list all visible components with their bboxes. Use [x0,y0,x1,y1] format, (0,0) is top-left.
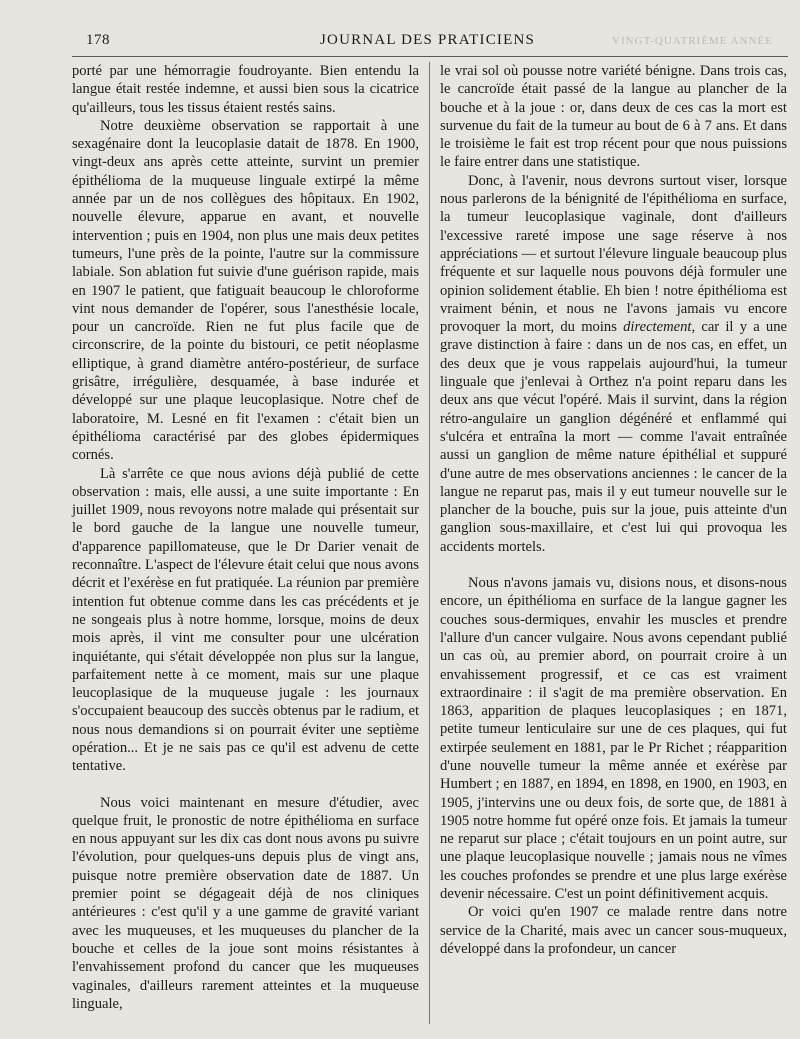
journal-title: JOURNAL DES PRATICIENS [320,32,536,48]
left-paragraph-4: Nous voici maintenant en mesure d'étudier, avec quelque fruit, le pronostic de notre épithélioma en surface en nous appuyant sur les dix cas dont nous avons pu suivre l'évolution, pour quelques-uns depuis plus de vingt ans, puisque notre première observation date de 1887. Un premier point se dégageait déjà de nos cliniques antérieures : c'est qu'il y a une gamme de gravité variant avec les muqueuses, et les muqueuses du plancher de la bouche et celles de la joue sont moins résistantes à l'envahissement profond du cancer que les muqueuses vaginales, d'ailleurs rarement atteintes et la muqueuse linguale, [72,794,419,1012]
right-column [440,62,787,958]
column-divider [429,62,430,1024]
right-paragraph-4: Or voici qu'en 1907 ce malade rentre dans notre service de la Charité, mais avec un cancer sous-muqueux, développé dans la profondeur, un cancer [440,904,787,957]
left-paragraph-3: Là s'arrête ce que nous avions déjà publié de cette observation : mais, elle aussi, a une suite importante : En juillet 1909, nous revoyons notre malade qui présentait sur le bord gauche de la langue une nouvelle tumeur, d'apparence papillomateuse, que le Dr Darier venait de reconnaître. L'aspect de l'élevure était celui que nous avons décrit et l'exérèse en fut pratiquée. La réunion par première intention fut obtenue comme dans les cas précédents et je ne songeais plus à notre homme, lorsque, moins de deux mois après, il vint me consulter pour une ulcération inquiétante, qui s'était développée non plus sur la langue, parfaitement nette à ce moment, mais sur une plaque leucoplasique de la muqueuse jugale : les journaux s'occupaient beaucoup des succès obtenus par le radium, et nous nous demandions si on pourrait éviter une septième opération... Et je ne sais pas ce qu'il est advenu de cette tentative. [72,465,419,775]
right-paragraph-3: Nous n'avons jamais vu, disions nous, et disons-nous encore, un épithélioma en surface de la langue gagner les couches sous-dermiques, envahir les muscles et prendre l'allure d'un cancer vulgaire. Nous avons cependant publié un cas où, au premier abord, on pourrait croire à un envahissement progressif, et ce cas est vraiment extraordinaire : il s'agit de ma première observation. En 1863, apparition de plaques leucoplasiques ; en 1871, petite tumeur lenticulaire sur une de ces plaques, qui fut extirpée seulement en 1881, par le Pr Richet ; réapparition d'une nouvelle tumeur la même année et exérèse par Humbert ; en 1887, en 1894, en 1898, en 1900, en 1903, en 1905, j'intervins une ou deux fois, de sorte que, de 1881 à 1905 notre homme fut opéré onze fois. Et jamais la tumeur ne reparut sur place ; c'était toujours en un point autre, sur une plaque leucoplasique nouvelle ; jamais nous ne vîmes les couches profondes se prendre et une plus large exérèse devenir nécessaire. C'est un point définitivement acquis. [440,575,787,903]
emphasis-directement: directement [623,319,692,336]
page-number: 178 [86,32,110,48]
page-header [0,30,800,52]
right-paragraph-1: le vrai sol où pousse notre variété bénigne. Dans trois cas, le cancroïde était passé de la langue au plancher de la bouche et à la joue : or, dans deux de ces cas la mort est survenue du fait de la tumeur au bout de 6 à 7 ans. Et dans le troisième le fait est trop récent pour que nous puissions le faire entrer dans une statistique. [440,63,787,171]
left-column [72,62,419,1013]
left-paragraph-1: porté par une hémorragie foudroyante. Bien entendu la langue était restée indemne, et aussi bien sous la cicatrice qu'ailleurs, tous les tissus étaient restés sains. [72,63,419,116]
left-paragraph-2: Notre deuxième observation se rapportait à une sexagénaire dont la leucoplasie datait de 1878. En 1900, vingt-deux ans après cette atteinte, survint un premier épithélioma de la muqueuse linguale extirpé la même année par un de nos collègues des hôpitaux. En 1902, nouvelle élevure, apparue en avant, et nouvelle intervention ; puis en 1904, non plus une mais deux petites tumeurs, l'une près de la pointe, l'autre sur la commissure labiale. Son ablation fut suivie d'une guérison rapide, mais en 1907 le patient, que fatiguait beaucoup le chloroforme vint nous demander de l'opérer, sous l'anesthésie locale, pour un cancroïde. Rien ne fut plus facile que de circonscrire, de la pointe du bistouri, ce petit néoplasme elliptique, à grand diamètre antéro-postérieur, de surface grisâtre, irrégulière, desquamée, à base indurée et développé sur une plaque leucoplasique. Notre chef de laboratoire, M. Lesné en fit l'examen : c'était bien un épithélioma caractérisé par des globes épidermiques cornés. [72,117,419,464]
header-rule [72,56,788,57]
bleed-through-text: VINGT-QUATRIÈME ANNÉE [612,35,773,47]
right-paragraph-2-part-2: , car il y a une grave distinction à faire : dans un de nos cas, en effet, un des deux que je vous rappelais aujourd'hui, la tumeur linguale que j'enlevai à Orthez n'a point reparu dans les deux ans que vécut l'opéré. Mais il survint, dans la région rétro-angulaire un ganglion dégénéré et enflammé qui s'ulcéra et entraîna la mort — comme l'avait entraînée aussi un ganglion de même nature épithélial et suppuré d'une autre de mes observations anciennes : le cancer de la langue ne reparut pas, mais il y eut tumeur nouvelle sur le plancher de la bouche, puis sur la joue, puis atteinte d'un ganglion sous-maxillaire, et c'est lui qui provoqua les accidents mortels. [440,319,787,555]
right-paragraph-2 [440,172,787,556]
right-paragraph-2-part-1: Donc, à l'avenir, nous devrons surtout viser, lorsque nous parlerons de la bénignité de l'épithélioma en surface, la tumeur leucoplasique vaginale, dont d'ailleurs l'excessive rareté impose une sage réserve à nos appréciations — et surtout l'élevure linguale beaucoup plus fréquente et sur laquelle nous pouvons déjà formuler une opinion solidement établie. Eh bien ! notre épithélioma est vraiment bénin, et nous ne l'avons jamais vu encore provoquer la mort, du moins [440,172,787,336]
